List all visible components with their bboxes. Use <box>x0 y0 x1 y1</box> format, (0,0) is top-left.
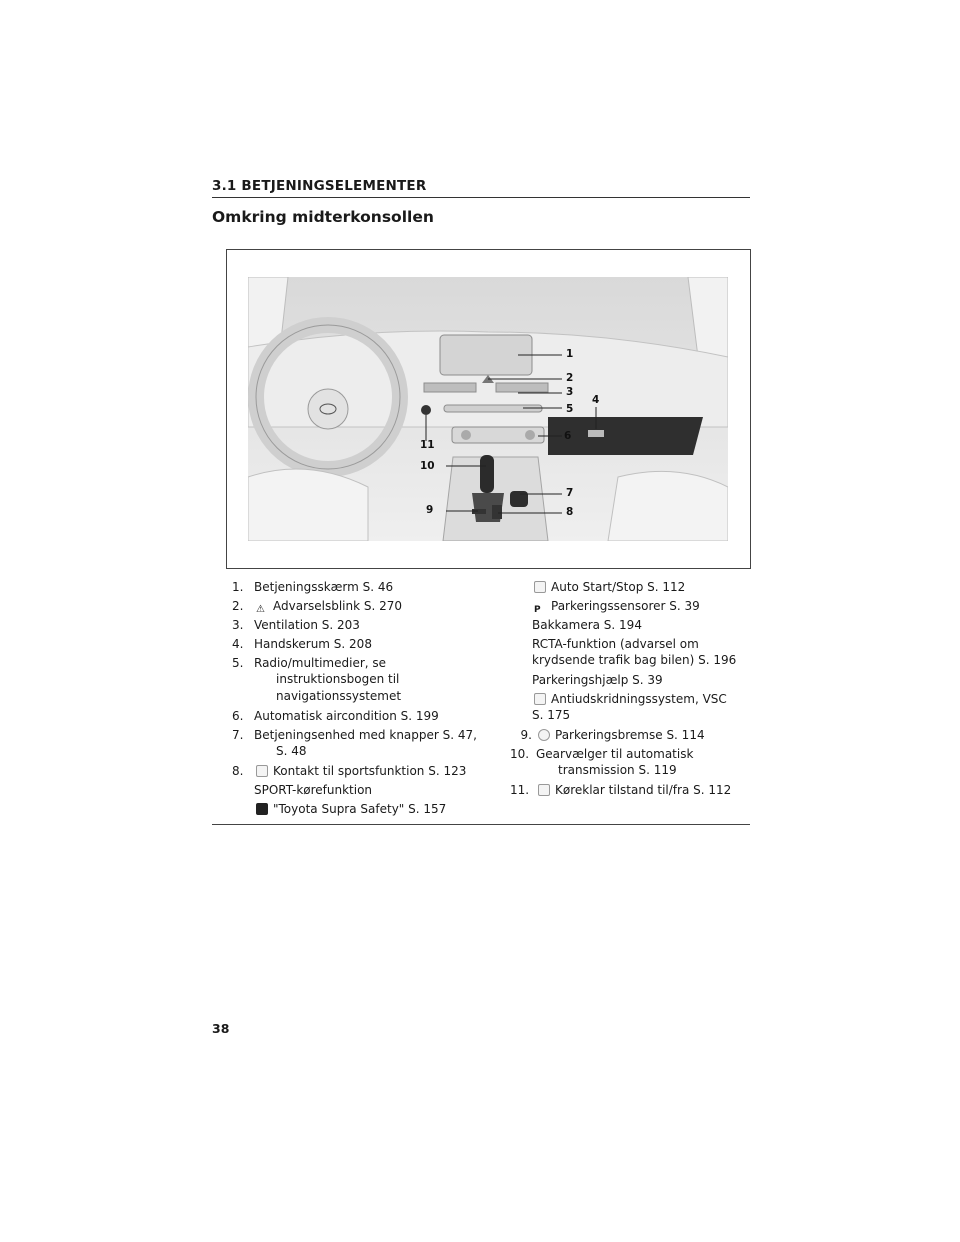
callout-5: 5 <box>566 403 574 415</box>
list-item: 8. Kontakt til sportsfunktion S. 123 <box>232 764 467 778</box>
list-item-continuation: navigationssystemet <box>276 689 402 703</box>
callout-2: 2 <box>566 372 574 384</box>
list-item: 7. Betjeningsenhed med knapper S. 47, <box>232 728 477 742</box>
list-item: Auto Start/Stop S. 112 <box>510 578 750 597</box>
list-item: Parkeringshjælp S. 39 <box>532 673 663 687</box>
list-item: 2. ⚠ Advarselsblink S. 270 <box>232 599 403 615</box>
list-item: SPORT-kørefunktion <box>254 783 373 797</box>
bottom-rule <box>212 824 750 825</box>
legend-list-right <box>510 578 750 800</box>
list-item: P Parkeringssensorer S. 39 <box>534 599 700 615</box>
section-header: 3.1 BETJENINGSELEMENTER <box>212 178 750 198</box>
callout-11: 11 <box>420 439 435 451</box>
callout-10: 10 <box>420 460 435 472</box>
hazard-triangle-icon: ⚠ <box>256 604 265 615</box>
list-item: 4. Handskerum S. 208 <box>232 637 372 651</box>
list-item-continuation: transmission S. 119 <box>558 763 677 777</box>
list-item: 9. Parkeringsbremse S. 114 <box>520 728 705 742</box>
page-title: Omkring midterkonsollen <box>212 208 434 226</box>
callout-9: 9 <box>426 504 434 516</box>
sport-button-icon <box>256 765 268 777</box>
parking-sensor-icon: P <box>534 605 541 615</box>
list-item: 1. Betjeningsskærm S. 46 <box>232 580 394 594</box>
list-item: Antiudskridningssystem, VSC <box>510 690 750 709</box>
callout-1: 1 <box>566 348 574 360</box>
callout-7: 7 <box>566 487 574 499</box>
list-item-continuation: krydsende trafik bag bilen) S. 196 <box>532 653 737 667</box>
list-item: RCTA-funktion (advarsel om <box>532 637 699 651</box>
safety-system-icon <box>256 803 268 815</box>
list-item-continuation: S. 48 <box>276 744 307 758</box>
callout-4: 4 <box>592 394 600 406</box>
start-stop-button-icon <box>538 784 550 796</box>
vsc-off-icon <box>534 693 546 705</box>
list-item-continuation: S. 175 <box>532 708 571 722</box>
callout-8: 8 <box>566 506 574 518</box>
dashboard-illustration <box>248 277 728 541</box>
page-number: 38 <box>212 1021 230 1036</box>
legend-list-left <box>232 578 487 819</box>
list-item-continuation: instruktionsbogen til <box>276 672 400 686</box>
list-item: 5. Radio/multimedier, se <box>232 656 387 670</box>
list-item: 10. Gearvælger til automatisk <box>510 747 694 761</box>
list-item: Bakkamera S. 194 <box>532 618 642 632</box>
callout-3: 3 <box>566 386 574 398</box>
parking-brake-icon <box>538 729 550 741</box>
auto-start-stop-off-icon <box>534 581 546 593</box>
list-item: 11. Køreklar tilstand til/fra S. 112 <box>510 783 732 797</box>
list-item: 6. Automatisk aircondition S. 199 <box>232 709 439 723</box>
list-item: "Toyota Supra Safety" S. 157 <box>232 800 487 819</box>
figure-frame <box>226 249 751 569</box>
list-item: 3. Ventilation S. 203 <box>232 618 360 632</box>
callout-6: 6 <box>564 430 572 442</box>
